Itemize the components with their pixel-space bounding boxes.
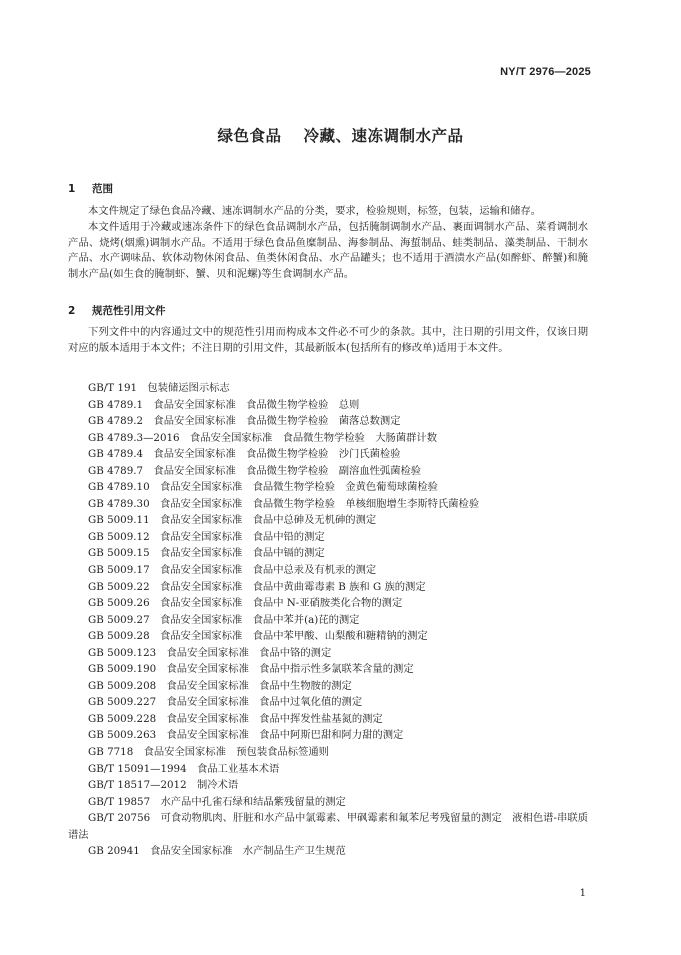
reference-item: GB 5009.208 食品安全国家标准 食品中生物胺的测定 [88,679,352,692]
reference-item: GB 4789.30 食品安全国家标准 食品微生物学检验 单核细胞增生李斯特氏菌检验 [88,497,480,510]
section-title: 范围 [92,183,113,195]
reference-item: GB 4789.3—2016 食品安全国家标准 食品微生物学检验 大肠菌群计数 [88,431,438,444]
reference-item: GB 5009.27 食品安全国家标准 食品中苯并(a)芘的测定 [88,613,360,626]
references-intro-paragraph: 下列文件中的内容通过文中的规范性引用而构成本文件必不可少的条款。其中，注日期的引用文件，仅该日期对应的版本适用于本文件；不注日期的引用文件，其最新版本(包括所有的修改单)适用于本文件。 [68,326,588,354]
title-part2: 冷藏、速冻调制水产品 [303,127,464,145]
reference-item: GB 5009.17 食品安全国家标准 食品中总汞及有机汞的测定 [88,564,377,577]
reference-item: GB/T 18517—2012 制冷术语 [88,779,239,792]
scope-paragraph-2: 本文件适用于冷藏或速冻条件下的绿色食品调制水产品，包括腌制调制水产品、裹面调制水产品、菜肴调制水产品、烧烤(烟熏)调制水产品。不适用于绿色食品鱼糜制品、海参制品、海蜇制品、蛙类制品、藻类制品、干制水产品、水产调味品、软体动物休闲食品、鱼类休闲食品、水产品罐头；也不适用于酒渍水产品(如醉虾、醉蟹)和腌制水产品(如生食的腌制虾、蟹、贝和泥螺)等生食调制水产品。 [68,221,588,280]
title-part1: 绿色食品 [217,127,282,145]
reference-item: GB 7718 食品安全国家标准 预包装食品标签通则 [88,746,329,759]
document-title [0,124,681,146]
reference-item: GB 4789.1 食品安全国家标准 食品微生物学检验 总则 [88,398,360,411]
reference-item: GB 5009.228 食品安全国家标准 食品中挥发性盐基氮的测定 [88,712,383,725]
reference-item: GB 5009.22 食品安全国家标准 食品中黄曲霉毒素 B 族和 G 族的测定 [88,580,426,593]
reference-item: GB 4789.7 食品安全国家标准 食品微生物学检验 副溶血性弧菌检验 [88,464,422,477]
reference-item: GB 4789.10 食品安全国家标准 食品微生物学检验 金黄色葡萄球菌检验 [88,481,438,494]
reference-item: GB 4789.4 食品安全国家标准 食品微生物学检验 沙门氏菌检验 [88,448,401,461]
reference-item: GB/T 15091—1994 食品工业基本术语 [88,762,280,775]
reference-item: GB 5009.15 食品安全国家标准 食品中镉的测定 [88,547,325,560]
section-title: 规范性引用文件 [92,305,166,317]
section-heading-scope [68,181,113,196]
reference-item: GB 5009.190 食品安全国家标准 食品中指示性多氯联苯含量的测定 [88,663,414,676]
reference-item: GB 20941 食品安全国家标准 水产制品生产卫生规范 [88,845,346,858]
standard-code: NY/T 2976—2025 [500,66,591,78]
section-number: 1 [68,183,76,195]
reference-item: GB 5009.26 食品安全国家标准 食品中 N-亚硝胺类化合物的测定 [88,597,403,610]
reference-item: GB 5009.263 食品安全国家标准 食品中阿斯巴甜和阿力甜的测定 [88,729,404,742]
section-number: 2 [68,305,76,317]
reference-item: GB/T 20756 可食动物肌肉、肝脏和水产品中氯霉素、甲砜霉素和氟苯尼考残留量的测定 液相色谱-串联质谱法 [68,812,588,841]
reference-list [68,380,588,860]
reference-item: GB 5009.12 食品安全国家标准 食品中铅的测定 [88,530,325,543]
page-number: 1 [579,888,586,899]
reference-item: GB/T 191 包装储运图示标志 [88,382,230,394]
scope-paragraph-1: 本文件规定了绿色食品冷藏、速冻调制水产品的分类，要求，检验规则，标签，包装，运输和储存。 [88,205,542,217]
reference-item: GB 5009.123 食品安全国家标准 食品中铬的测定 [88,646,332,659]
reference-item: GB 5009.227 食品安全国家标准 食品中过氧化值的测定 [88,696,363,709]
reference-item: GB/T 19857 水产品中孔雀石绿和结晶紫残留量的测定 [88,795,346,808]
reference-item: GB 4789.2 食品安全国家标准 食品微生物学检验 菌落总数测定 [88,415,401,428]
reference-item: GB 5009.28 食品安全国家标准 食品中苯甲酸、山梨酸和糖精钠的测定 [88,630,428,643]
section-heading-normative-references [68,303,166,318]
reference-item: GB 5009.11 食品安全国家标准 食品中总砷及无机砷的测定 [88,514,377,527]
